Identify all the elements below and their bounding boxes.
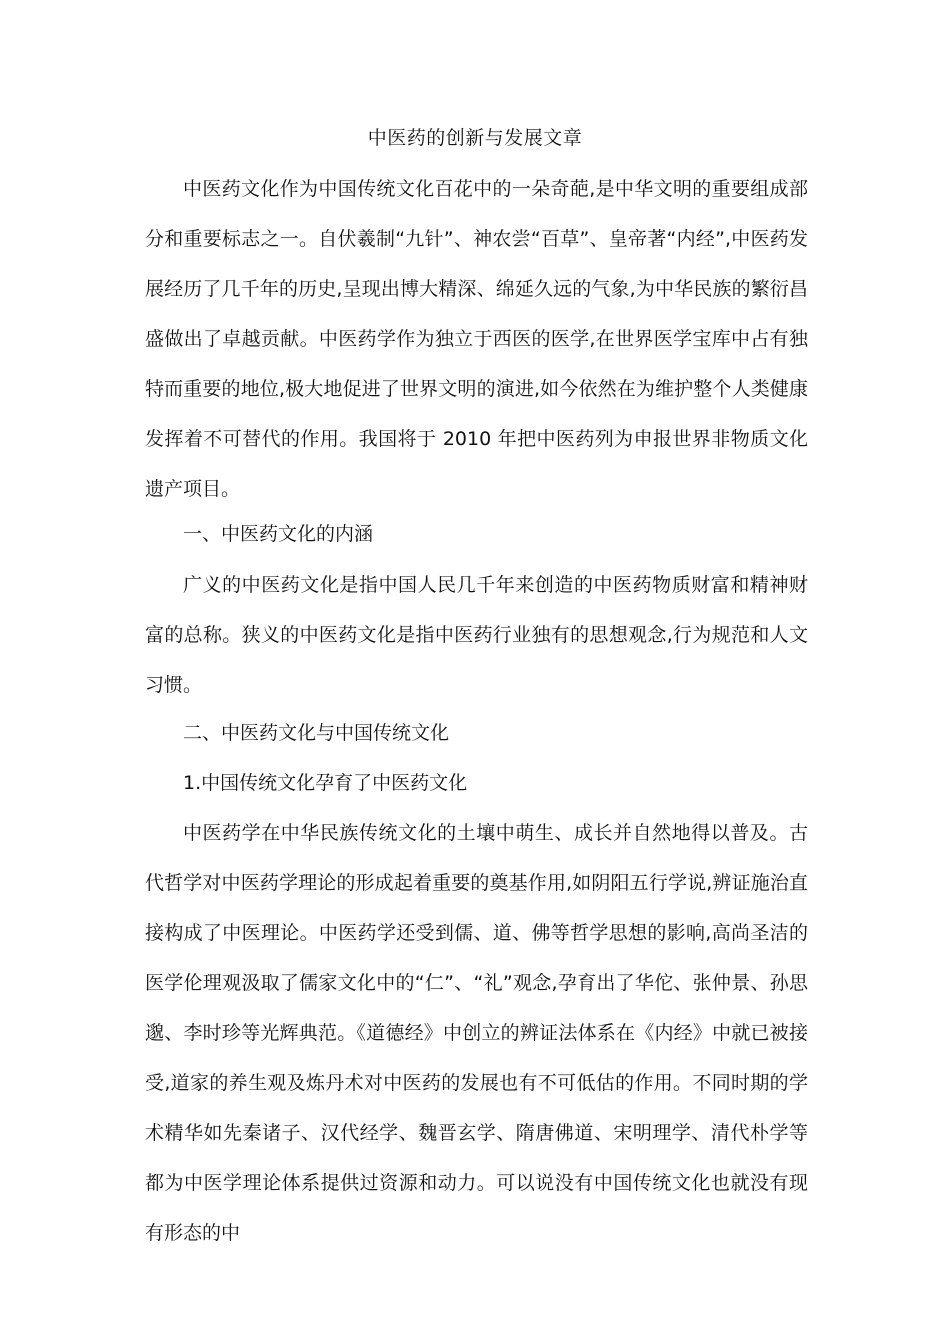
document-title: 中医药的创新与发展文章 <box>367 127 583 149</box>
section-heading-2: 二、中医药文化与中国传统文化 <box>183 722 450 744</box>
section-heading-1: 一、中医药文化的内涵 <box>183 523 374 545</box>
intro-paragraph: 中医药文化作为中国传统文化百花中的一朵奇葩,是中华文明的重要组成部分和重要标志之一。自伏羲制“九针”、神农尝“百草”、皇帝著“内经”,中医药发展经历了几千年的历史,呈现出博大精深、绵延久远的气象,为中华民族的繁衍昌盛做出了卓越贡献。中医药学作为独立于西医的医学,在世界医学宝库中占有独特而重要的地位,极大地促进了世界文明的演进,如今依然在为维护整个人类健康发挥着不可替代的作用。我国将于 2010 年把中医药列为申报世界非物质文化遗产项目。 <box>145 178 808 500</box>
subsection-heading-1: 1.中国传统文化孕育了中医药文化 <box>183 772 468 794</box>
tradition-paragraph: 中医药学在中华民族传统文化的土壤中萌生、成长并自然地得以普及。古代哲学对中医药学理论的形成起着重要的奠基作用,如阴阳五行学说,辨证施治直接构成了中医理论。中医药学还受到儒、道、佛等哲学思想的影响,高尚圣洁的医学伦理观汲取了儒家文化中的“仁”、“礼”观念,孕育出了华佗、张仲景、孙思邈、李时珍等光辉典范。《道德经》中创立的辨证法体系在《内经》中就已被接受,道家的养生观及炼丹术对中医药的发展也有不可低估的作用。不同时期的学术精华如先秦诸子、汉代经学、魏晋玄学、隋唐佛道、宋明理学、清代朴学等都为中医学理论体系提供过资源和动力。可以说没有中国传统文化也就没有现有形态的中 <box>145 822 808 1244</box>
definition-paragraph: 广义的中医药文化是指中国人民几千年来创造的中医药物质财富和精神财富的总称。狭义的中医药文化是指中医药行业独有的思想观念,行为规范和人文习惯。 <box>145 574 808 696</box>
